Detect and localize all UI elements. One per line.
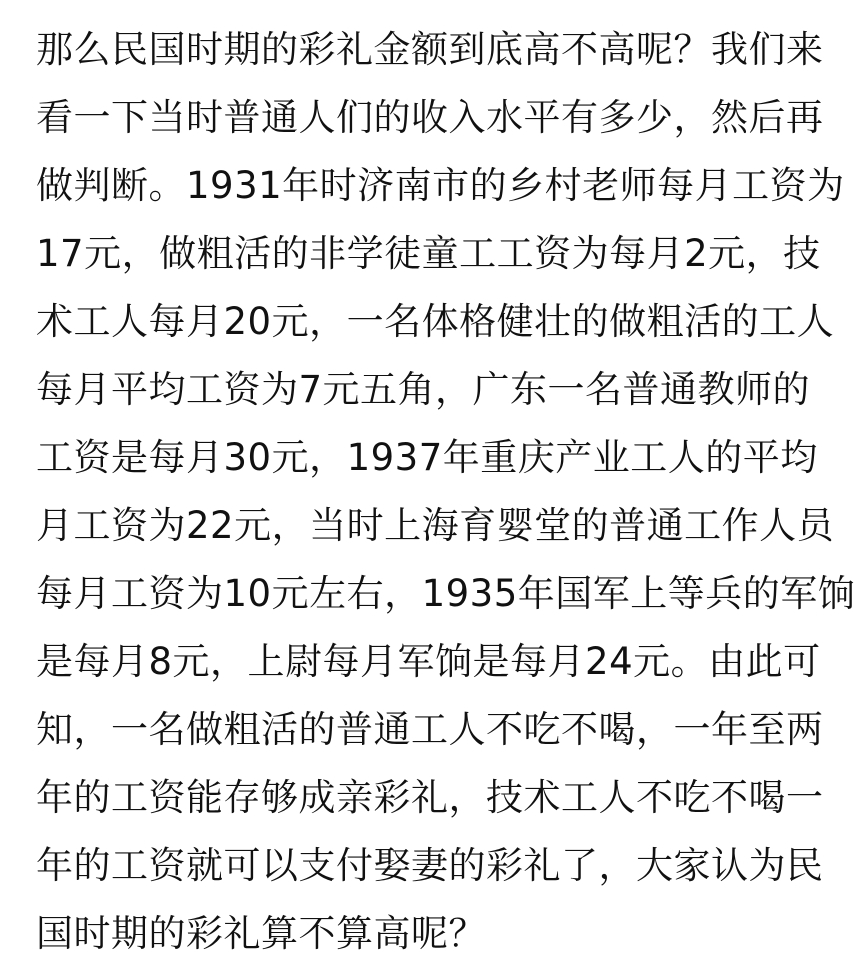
- text-line: 年的工资能存够成亲彩礼，技术工人不吃不喝一: [36, 776, 824, 819]
- text-line: 那么民国时期的彩礼金额到底高不高呢？我们来: [36, 28, 824, 71]
- text-line: 术工人每月20元，一名体格健壮的做粗活的工人: [36, 300, 835, 343]
- text-line: 月工资为22元，当时上海育婴堂的普通工作人员: [36, 504, 835, 547]
- text-line: 年的工资就可以支付娶妻的彩礼了，大家认为民: [36, 844, 824, 887]
- text-line: 国时期的彩礼算不算高呢？: [36, 912, 486, 955]
- text-line: 做判断。1931年时济南市的乡村老师每月工资为: [36, 164, 845, 207]
- text-line: 17元，做粗活的非学徒童工工资为每月2元，技: [36, 232, 821, 275]
- text-line: 每月平均工资为7元五角，广东一名普通教师的: [36, 368, 811, 411]
- text-line: 知，一名做粗活的普通工人不吃不喝，一年至两: [36, 708, 824, 751]
- text-line: 工资是每月30元，1937年重庆产业工人的平均: [36, 436, 818, 479]
- text-line: 看一下当时普通人们的收入水平有多少，然后再: [36, 96, 824, 139]
- text-line: 是每月8元，上尉每月军饷是每月24元。由此可: [36, 640, 821, 683]
- text-line: 每月工资为10元左右，1935年国军上等兵的军饷: [36, 572, 855, 615]
